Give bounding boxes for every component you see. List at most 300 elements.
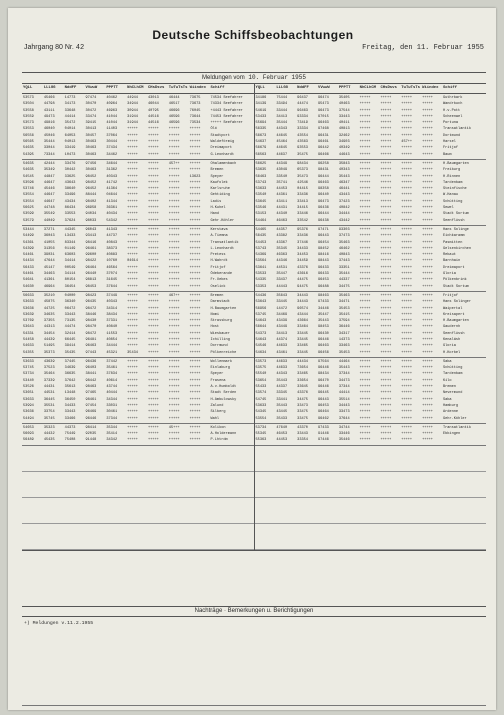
ship-name-cell: Fr.Uebes <box>210 278 228 283</box>
code-cell: +++++ <box>422 391 433 396</box>
ship-name-cell: Harsel <box>442 140 456 145</box>
ship-name-cell: Freiburg <box>442 168 461 173</box>
code-cell: 46444 <box>168 96 180 100</box>
empty-group <box>255 446 487 472</box>
code-cell: 96442 <box>317 146 329 151</box>
code-cell: 40795 <box>147 108 159 113</box>
ship-name-cell: Kerstava <box>210 227 228 232</box>
code-cell: 98422 <box>85 259 97 264</box>
code-cell: +++++ <box>189 378 201 383</box>
code-cell: 96433 <box>317 265 329 270</box>
code-cell: 96446 <box>85 416 97 421</box>
code-cell: 53553 <box>23 127 34 132</box>
code-cell: 96433 <box>317 272 329 277</box>
code-cell: +++++ <box>127 359 138 364</box>
code-cell: 56673 <box>255 133 267 138</box>
code-cell: +++++ <box>422 96 433 100</box>
code-cell: 44313 <box>43 325 55 330</box>
code-cell: 44432 <box>43 432 55 437</box>
code-cell: 46596 <box>168 121 180 126</box>
code-cell: 31944 <box>127 114 138 119</box>
ship-name-cell: A.Holdermann <box>210 432 237 437</box>
code-cell: +++++ <box>147 416 159 421</box>
code-cell: 30463 <box>85 152 97 157</box>
code-cell: 96469 <box>85 410 97 415</box>
code-cell: +++++ <box>422 272 433 277</box>
code-cell: 33475 <box>297 410 308 415</box>
code-cell: +++++ <box>380 416 392 421</box>
code-cell: +++++ <box>189 337 201 342</box>
code-cell: 54635 <box>23 161 34 166</box>
code-cell: 56625 <box>255 161 267 166</box>
code-cell: 98453 <box>317 325 329 330</box>
code-cell: 35473 <box>297 174 308 179</box>
code-cell: +++++ <box>422 378 433 383</box>
code-cell: +++++ <box>189 319 201 324</box>
code-cell: +++++ <box>189 133 201 138</box>
code-cell: +++++ <box>380 350 392 355</box>
code-cell: +++++ <box>147 344 159 349</box>
code-cell: 37331 <box>106 319 118 324</box>
code-cell: 55345 <box>255 432 267 437</box>
code-cell: +++++ <box>127 187 138 192</box>
code-cell: 54335 <box>255 278 267 283</box>
notes-area <box>22 615 486 706</box>
table-row <box>255 284 487 290</box>
code-cell: 53564 <box>255 259 267 264</box>
code-cell: 43445 <box>276 410 288 415</box>
code-cell: 34444 <box>106 344 118 349</box>
code-cell: 44434 <box>297 359 308 364</box>
ship-name-cell: Speyer <box>210 174 224 179</box>
code-cell: +++++ <box>127 278 138 283</box>
code-cell: +++++ <box>401 284 413 289</box>
code-cell: +++++ <box>422 284 433 289</box>
report-sheet <box>8 8 496 710</box>
code-cell: +++++ <box>380 168 392 173</box>
code-cell: 44643 <box>338 152 350 157</box>
code-cell: +++++ <box>401 366 413 371</box>
code-cell: +++++ <box>380 278 392 283</box>
code-cell: +++++ <box>127 234 138 239</box>
code-cell: +++++ <box>401 199 413 204</box>
code-cell: 53654 <box>255 378 267 383</box>
code-cell: 44431 <box>276 206 288 211</box>
code-cell: +++++ <box>401 432 413 437</box>
ship-name-cell: H.Baumgarten <box>442 161 469 166</box>
code-cell: 53599 <box>23 212 34 217</box>
code-cell: +++++ <box>147 199 159 204</box>
ship-name-cell: Ödeberande <box>210 272 233 277</box>
code-cell: +++++ <box>359 174 371 179</box>
code-cell: 40813 <box>338 127 350 132</box>
right-column-body <box>255 94 487 550</box>
code-cell: +++++ <box>359 372 371 377</box>
code-cell: 98813 <box>85 278 97 283</box>
code-cell: +++++ <box>401 180 413 185</box>
code-cell: 44737 <box>106 234 118 239</box>
code-cell: +++++ <box>147 240 159 245</box>
code-cell: +++++ <box>359 397 371 402</box>
code-cell: +++++ <box>401 344 413 349</box>
code-cell: +++++ <box>422 212 433 217</box>
ship-name-cell: Rebaut <box>442 253 456 258</box>
code-cell: 63603 <box>64 253 76 258</box>
code-cell: 54635 <box>23 146 34 151</box>
code-cell: 31356 <box>43 246 55 251</box>
code-cell: 34443 <box>297 293 308 298</box>
code-cell: +++++ <box>359 331 371 336</box>
code-cell: 53540 <box>255 193 267 198</box>
ship-name-cell: Host <box>210 325 220 330</box>
code-cell: 98430 <box>85 319 97 324</box>
code-cell: +++++ <box>168 168 180 173</box>
code-cell: 53743 <box>255 180 267 185</box>
code-cell: +++++ <box>189 359 201 364</box>
ship-name-cell: H.v.Pott <box>442 108 461 113</box>
code-cell: 04014 <box>64 127 76 132</box>
code-cell: 46517 <box>168 102 180 107</box>
code-cell: 35643 <box>276 293 288 298</box>
code-cell: +++++ <box>422 102 433 107</box>
code-cell: 44414 <box>64 114 76 119</box>
code-cell: 44531 <box>276 265 288 270</box>
code-cell: +++++ <box>359 127 371 132</box>
code-cell: +++++ <box>189 180 201 185</box>
code-cell: 94475 <box>297 284 308 289</box>
code-cell: +++++ <box>401 331 413 336</box>
ship-name-cell: Waldeförmig <box>210 140 235 145</box>
code-cell: 86434 <box>64 206 76 211</box>
code-cell: 33473 <box>338 410 350 415</box>
code-cell: +++++ <box>168 187 180 192</box>
code-cell: +++++ <box>380 391 392 396</box>
code-cell: 38373 <box>106 246 118 251</box>
ship-name-cell: Transatlantik <box>210 240 239 245</box>
code-cell: +++++ <box>147 218 159 223</box>
code-cell: 96437 <box>297 96 308 100</box>
code-cell: 14773 <box>64 96 76 100</box>
code-cell: +++++ <box>147 246 159 251</box>
code-cell: +++++ <box>401 246 413 251</box>
code-cell: 33443 <box>297 432 308 437</box>
ship-name-cell: Kenaläsh <box>442 337 461 342</box>
code-cell: 41055 <box>43 240 55 245</box>
code-cell: 98470 <box>85 325 97 330</box>
code-cell: 44453 <box>276 438 288 443</box>
code-cell: +++++ <box>168 180 180 185</box>
code-cell: 53994 <box>23 403 34 408</box>
code-cell: 97443 <box>85 350 97 355</box>
code-cell: 34314 <box>106 306 118 311</box>
ship-name-cell: Gehr.Köhler <box>442 416 467 421</box>
code-cell: +++++ <box>189 168 201 173</box>
code-cell: 93553 <box>297 146 308 151</box>
ship-name-cell: Ebbingen <box>442 432 461 437</box>
code-cell: +++++ <box>127 133 138 138</box>
code-cell: 04614 <box>127 259 138 264</box>
ship-name-cell: Pasmitten <box>442 240 463 245</box>
code-cell: 34139 <box>255 102 267 107</box>
ship-name-cell: H.Baumgarten <box>442 319 469 324</box>
ship-name-cell: Oselick <box>210 284 226 289</box>
code-cell: 37074 <box>106 272 118 277</box>
code-cell: 96403 <box>85 366 97 371</box>
code-cell: +++++ <box>127 391 138 396</box>
ship-name-cell: Fritjof <box>442 146 459 151</box>
code-cell: 41044 <box>106 121 118 126</box>
code-cell: 54643 <box>255 319 267 324</box>
code-cell: 53558 <box>23 108 34 113</box>
code-cell: +++++ <box>422 246 433 251</box>
ship-name-cell: 74453 Seefahrer <box>210 114 243 119</box>
code-cell: 43744 <box>106 385 118 390</box>
code-cell: +++++ <box>380 152 392 157</box>
ship-name-cell: Gehtiding <box>210 193 230 198</box>
code-cell: 54461 <box>23 272 34 277</box>
code-cell: +++++ <box>380 378 392 383</box>
code-cell: +++++ <box>422 259 433 264</box>
code-cell: +++++ <box>189 344 201 349</box>
code-cell: +++++ <box>147 152 159 157</box>
column-header: TwTwTsTs <box>168 86 188 90</box>
code-cell: +++++ <box>127 378 138 383</box>
code-cell: 97468 <box>317 127 329 132</box>
code-cell: 33445 <box>297 350 308 355</box>
code-cell: 44349 <box>276 161 288 166</box>
code-cell: +++++ <box>189 425 201 430</box>
code-cell: 53533 <box>255 272 267 277</box>
code-cell: 40842 <box>338 206 350 211</box>
code-cell: +++++ <box>401 227 413 232</box>
code-cell: 97564 <box>317 359 329 364</box>
code-cell: 53633 <box>255 187 267 192</box>
ship-name-cell: +++++ Seefahrer <box>210 121 243 126</box>
code-cell: 96446 <box>317 337 329 342</box>
code-cell: 54619 <box>255 108 267 113</box>
code-cell: 98452 <box>85 174 97 179</box>
code-cell: +++++ <box>147 133 159 138</box>
code-cell: 33441 <box>276 397 288 402</box>
code-cell: +++++ <box>401 306 413 311</box>
code-cell: 98434 <box>317 372 329 377</box>
ship-name-cell: Steinfische <box>442 187 467 192</box>
code-cell: 35443 <box>276 403 288 408</box>
code-cell: +++++ <box>380 121 392 126</box>
code-cell: 54399 <box>23 246 34 251</box>
code-cell: 54395 <box>23 152 34 157</box>
code-cell: +++++ <box>422 438 433 443</box>
code-cell: +++++ <box>147 350 159 355</box>
code-cell: 33443 <box>338 114 350 119</box>
code-cell: 33654 <box>297 378 308 383</box>
code-cell: +++++ <box>127 372 138 377</box>
code-cell: 97454 <box>85 403 97 408</box>
code-cell: 96446 <box>317 366 329 371</box>
code-cell: 53639 <box>23 312 34 317</box>
code-cell: 35461 <box>106 366 118 371</box>
code-cell: +++++ <box>401 152 413 157</box>
ship-name-cell: Nevermund <box>442 391 463 396</box>
code-cell: +++++ <box>168 240 180 245</box>
code-cell: +++++ <box>147 146 159 151</box>
column-header: PPPTT <box>106 86 118 90</box>
code-cell: 35349 <box>43 168 55 173</box>
code-cell: +++++ <box>168 410 180 415</box>
code-cell: +++++ <box>359 319 371 324</box>
code-cell: 34443 <box>338 403 350 408</box>
code-cell: +++++ <box>127 140 138 145</box>
code-cell: 56463 <box>255 174 267 179</box>
code-cell: 44944 <box>127 96 138 100</box>
code-cell: 92035 <box>85 432 97 437</box>
code-cell: 53504 <box>23 102 34 107</box>
observation-group <box>255 358 487 424</box>
code-cell: 32414 <box>64 331 76 336</box>
observation-group <box>22 292 254 358</box>
code-cell: 96463 <box>317 344 329 349</box>
code-cell: 91446 <box>317 432 329 437</box>
ship-name-cell: W.Hanau <box>442 193 459 198</box>
code-cell: +++++ <box>401 218 413 223</box>
code-cell: +++++ <box>147 312 159 317</box>
code-cell: +++++ <box>147 187 159 192</box>
code-cell: 45321 <box>106 350 118 355</box>
empty-group <box>22 446 254 472</box>
code-cell: 34454 <box>43 331 55 336</box>
code-cell: 53573 <box>23 96 34 100</box>
code-cell: +++++ <box>380 359 392 364</box>
code-cell: +++++ <box>168 319 180 324</box>
code-cell: +++++ <box>127 218 138 223</box>
code-cell: 46462 <box>338 246 350 251</box>
code-cell: 96474 <box>317 96 329 100</box>
code-cell: 46564 <box>106 265 118 270</box>
code-cell: 54630 <box>23 284 34 289</box>
code-cell: 30457 <box>85 133 97 138</box>
ship-name-cell: Ladis <box>210 199 222 204</box>
code-cell: +++++ <box>380 161 392 166</box>
code-cell: 44516 <box>147 114 159 119</box>
code-cell: +++++ <box>168 325 180 330</box>
code-cell: 97015 <box>317 114 329 119</box>
code-cell: +++++ <box>168 253 180 258</box>
code-cell: 54361 <box>23 240 34 245</box>
code-cell: 06472 <box>64 306 76 311</box>
code-cell: +++++ <box>127 403 138 408</box>
code-cell: +++++ <box>422 174 433 179</box>
code-cell: 97465 <box>85 391 97 396</box>
code-cell: 44633 <box>276 366 288 371</box>
code-cell: 56625 <box>23 206 34 211</box>
code-cell: +++++ <box>422 193 433 198</box>
table-row <box>255 416 487 422</box>
code-cell: +++++ <box>380 306 392 311</box>
code-cell: +++++ <box>127 425 138 430</box>
ship-name-cell: Fritjof <box>210 265 226 270</box>
code-cell: 44439 <box>43 337 55 342</box>
code-cell: +++++ <box>422 206 433 211</box>
code-cell: 34186 <box>255 96 267 100</box>
code-cell: 33436 <box>297 234 308 239</box>
code-cell: 35531 <box>43 403 55 408</box>
code-cell: 96438 <box>317 218 329 223</box>
nachtrag-bar: Nachträge · Bemerkungen u. Berichtigungen <box>22 606 486 617</box>
code-cell: 53440 <box>23 378 34 383</box>
code-cell: +++++ <box>127 180 138 185</box>
code-cell: 33443 <box>64 410 76 415</box>
code-cell: 46596 <box>168 114 180 119</box>
code-cell: 35415 <box>338 312 350 317</box>
code-cell: +++++ <box>422 187 433 192</box>
code-cell: +++++ <box>380 199 392 204</box>
ship-name-cell: Ohalamenbach <box>210 161 237 166</box>
code-cell: +++++ <box>422 385 433 390</box>
code-cell: 44637 <box>276 152 288 157</box>
code-cell: 37355 <box>43 319 55 324</box>
code-cell: 96461 <box>317 140 329 145</box>
code-cell: 53633 <box>23 359 34 364</box>
code-cell: 96430 <box>317 331 329 336</box>
code-cell: +++++ <box>189 278 201 283</box>
code-cell: +++++ <box>127 199 138 204</box>
code-cell: 40343 <box>106 174 118 179</box>
code-cell: 73135 <box>64 319 76 324</box>
code-cell: +++++ <box>127 265 138 270</box>
code-cell: 39414 <box>64 344 76 349</box>
code-cell: 96444 <box>317 212 329 217</box>
code-cell: +++++ <box>401 253 413 258</box>
code-cell: 98402 <box>85 199 97 204</box>
ship-name-cell: Speyer <box>210 372 224 377</box>
code-cell: 96463 <box>317 180 329 185</box>
ship-name-cell: Wollenmark <box>210 359 233 364</box>
code-cell: 40843 <box>338 253 350 258</box>
code-cell: +++++ <box>189 206 201 211</box>
code-cell: 47640 <box>276 425 288 430</box>
code-cell: 75444 <box>276 96 288 100</box>
ship-name-cell: Kreisapert <box>442 312 465 317</box>
code-cell: +++++ <box>401 96 413 100</box>
code-cell: 96258 <box>317 161 329 166</box>
code-cell: 98416 <box>317 253 329 258</box>
code-cell: +++++ <box>189 146 201 151</box>
code-cell: +++++ <box>401 312 413 317</box>
code-cell: 39415 <box>85 121 97 126</box>
code-cell: +++++ <box>189 259 201 264</box>
code-cell: 34469 <box>276 312 288 317</box>
code-cell: +++++ <box>359 425 371 430</box>
code-cell: 43643 <box>64 180 76 185</box>
code-cell: 457++ <box>168 161 180 166</box>
code-cell: 34471 <box>338 300 350 305</box>
code-cell: +++++ <box>380 212 392 217</box>
code-cell: +++++ <box>147 127 159 132</box>
code-cell: 33474 <box>85 114 97 119</box>
code-cell: +++++ <box>168 212 180 217</box>
code-cell: +++++ <box>147 140 159 145</box>
code-cell: +++++ <box>359 146 371 151</box>
observation-group <box>22 160 254 226</box>
code-cell: 45464 <box>276 140 288 145</box>
code-cell: +++++ <box>401 193 413 198</box>
code-cell: +++++ <box>127 319 138 324</box>
code-cell: 30472 <box>85 108 97 113</box>
ship-name-cell: Eichkaramm <box>442 234 465 239</box>
code-cell: +++++ <box>168 312 180 317</box>
code-cell: 54461 <box>23 253 34 258</box>
code-cell: 35741 <box>276 180 288 185</box>
